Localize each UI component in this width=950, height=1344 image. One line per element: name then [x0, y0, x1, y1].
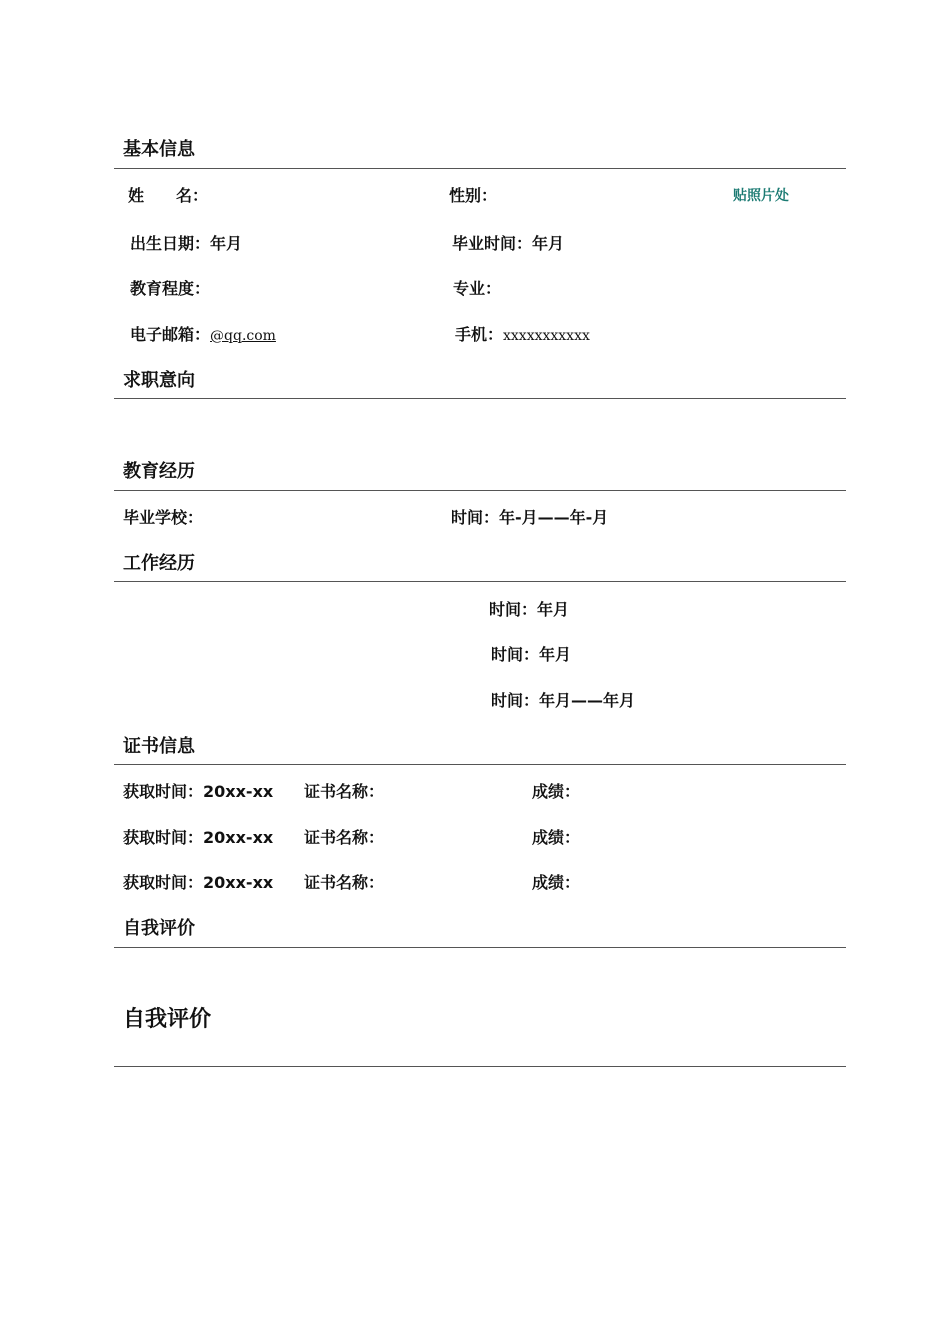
cert-time-value: 20xx-xx: [203, 782, 274, 801]
name-label: 姓 名：: [128, 186, 209, 205]
bottom-divider: [114, 1066, 846, 1067]
gender-label: 性别：: [449, 186, 498, 205]
work-time-value: 年月: [539, 645, 572, 664]
graduation-date-label: 毕业时间：: [452, 234, 533, 253]
work-time-row: [491, 688, 635, 711]
birth-date-field: [130, 231, 242, 254]
birth-date-label: 出生日期：: [130, 234, 211, 253]
work-time-label: 时间：: [491, 691, 540, 710]
work-time-value: 年月: [537, 600, 570, 619]
email-link[interactable]: @qq.com: [210, 328, 276, 344]
graduation-date-value: 年月: [532, 234, 565, 253]
cert-time-field: [123, 779, 273, 802]
cert-time-label: 获取时间：: [123, 782, 204, 801]
school-label: 毕业学校：: [123, 508, 204, 527]
section-divider: [114, 398, 846, 399]
cert-time-label: 获取时间：: [123, 828, 204, 847]
email-label: 电子邮箱：: [130, 325, 211, 344]
cert-name-label: 证书名称：: [304, 782, 385, 801]
phone-label: 手机：: [455, 325, 504, 344]
section-divider: [114, 581, 846, 582]
cert-name-label: 证书名称：: [304, 828, 385, 847]
education-level-label: 教育程度：: [130, 279, 211, 298]
work-time-row: [491, 642, 571, 665]
work-time-label: 时间：: [491, 645, 540, 664]
cert-time-field: [123, 870, 273, 893]
cert-score-label: 成绩：: [532, 782, 581, 801]
birth-date-value: 年月: [210, 234, 243, 253]
education-time-label: 时间：: [451, 508, 500, 527]
cert-time-field: [123, 825, 273, 848]
section-divider: [114, 947, 846, 948]
major-label: 专业：: [453, 279, 502, 298]
section-divider: [114, 490, 846, 491]
section-divider: [114, 764, 846, 765]
section-title-job-intent: 求职意向: [123, 370, 195, 391]
section-title-self-evaluation: 自我评价: [123, 918, 195, 939]
cert-score-label: 成绩：: [532, 828, 581, 847]
education-time-value: 年-月——年-月: [499, 508, 609, 527]
section-title-certificates: 证书信息: [123, 736, 195, 757]
work-time-label: 时间：: [489, 600, 538, 619]
graduation-date-field: [452, 231, 564, 254]
phone-field: [455, 322, 590, 345]
section-title-basic-info: 基本信息: [123, 139, 195, 160]
self-evaluation-body: 自我评价: [123, 1007, 212, 1032]
phone-value: xxxxxxxxxxx: [503, 328, 590, 344]
section-title-education: 教育经历: [123, 461, 195, 482]
photo-placeholder[interactable]: 贴照片处: [733, 188, 789, 204]
section-title-work: 工作经历: [123, 553, 195, 574]
cert-time-label: 获取时间：: [123, 873, 204, 892]
cert-name-label: 证书名称：: [304, 873, 385, 892]
cert-time-value: 20xx-xx: [203, 828, 274, 847]
cert-score-label: 成绩：: [532, 873, 581, 892]
work-time-value: 年月——年月: [539, 691, 636, 710]
cert-time-value: 20xx-xx: [203, 873, 274, 892]
education-time-field: [451, 505, 608, 528]
section-divider: [114, 168, 846, 169]
work-time-row: [489, 597, 569, 620]
email-field: [130, 322, 276, 345]
